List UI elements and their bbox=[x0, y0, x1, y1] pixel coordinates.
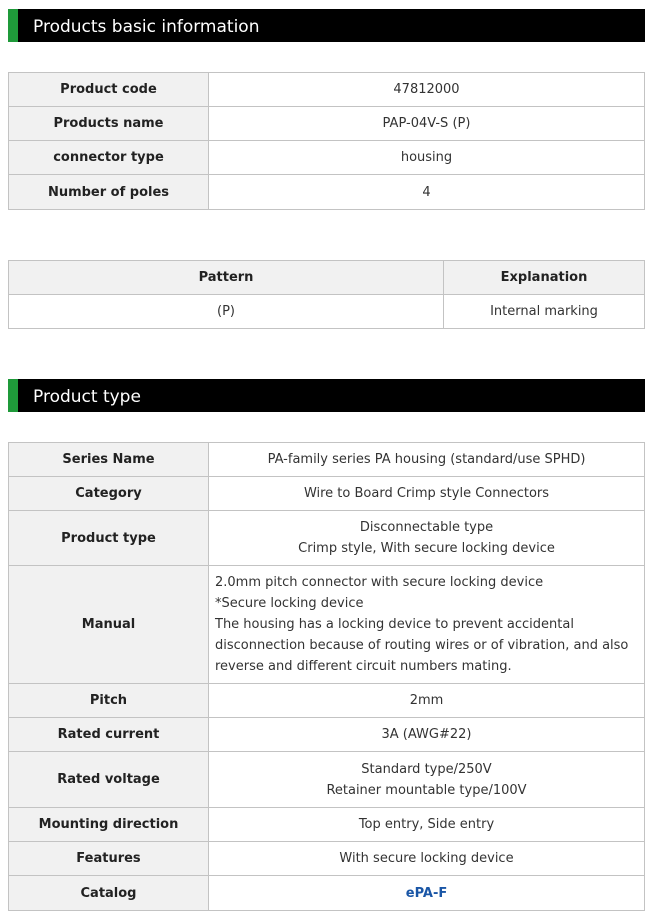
table-row bbox=[9, 752, 645, 808]
manual-line: 2.0mm pitch connector with secure locking device bbox=[215, 575, 544, 590]
row-label: Number of poles bbox=[9, 175, 209, 210]
pitch-label: Pitch bbox=[9, 684, 209, 718]
rated-voltage-value bbox=[209, 752, 645, 808]
table-row bbox=[9, 566, 645, 684]
product-type-table bbox=[8, 442, 645, 911]
table-row bbox=[9, 477, 645, 511]
pattern-value: (P) bbox=[9, 295, 444, 329]
table-row bbox=[9, 73, 645, 107]
product-type-line: Disconnectable type bbox=[359, 520, 494, 535]
manual-line: The housing has a locking device to prevent accidental bbox=[215, 617, 574, 632]
features-label: Features bbox=[9, 842, 209, 876]
section-title: Products basic information bbox=[33, 17, 260, 37]
rated-current-label: Rated current bbox=[9, 718, 209, 752]
row-value: PAP-04V-S (P) bbox=[209, 107, 645, 141]
row-value: 47812000 bbox=[209, 73, 645, 107]
rated-voltage-line: Retainer mountable type/100V bbox=[326, 782, 527, 798]
manual-line: disconnection because of routing wires or of vibration, and also bbox=[215, 638, 629, 653]
table-row bbox=[9, 842, 645, 876]
features-value: With secure locking device bbox=[209, 842, 645, 876]
product-type-label: Product type bbox=[9, 511, 209, 566]
rated-voltage-line: Standard type/250V bbox=[361, 761, 492, 777]
rated-voltage-label: Rated voltage bbox=[9, 752, 209, 808]
product-type-value bbox=[209, 511, 645, 566]
table-row bbox=[9, 876, 645, 911]
table-header-row bbox=[9, 261, 645, 295]
catalog-value bbox=[209, 876, 645, 911]
pattern-header: Pattern bbox=[9, 261, 444, 295]
table-row bbox=[9, 141, 645, 175]
table-row bbox=[9, 684, 645, 718]
manual-line: *Secure locking device bbox=[215, 596, 364, 611]
section-title: Product type bbox=[33, 387, 141, 407]
category-value: Wire to Board Crimp style Connectors bbox=[209, 477, 645, 511]
explanation-value: Internal marking bbox=[444, 295, 645, 329]
category-label: Category bbox=[9, 477, 209, 511]
catalog-label: Catalog bbox=[9, 876, 209, 911]
section-header-basic-info bbox=[8, 9, 645, 42]
manual-label: Manual bbox=[9, 566, 209, 684]
mounting-direction-label: Mounting direction bbox=[9, 808, 209, 842]
manual-value bbox=[209, 566, 645, 684]
rated-current-value: 3A (AWG#22) bbox=[209, 718, 645, 752]
row-value: housing bbox=[209, 141, 645, 175]
table-row bbox=[9, 511, 645, 566]
manual-line: reverse and different circuit numbers mating. bbox=[215, 659, 512, 674]
table-row bbox=[9, 295, 645, 329]
catalog-link[interactable]: ePA-F bbox=[405, 885, 448, 901]
table-row bbox=[9, 107, 645, 141]
table-row bbox=[9, 443, 645, 477]
section-header-product-type bbox=[8, 379, 645, 412]
table-row bbox=[9, 175, 645, 210]
series-name-label: Series Name bbox=[9, 443, 209, 477]
row-label: connector type bbox=[9, 141, 209, 175]
row-label: Products name bbox=[9, 107, 209, 141]
row-label: Product code bbox=[9, 73, 209, 107]
pitch-value: 2mm bbox=[209, 684, 645, 718]
mounting-direction-value: Top entry, Side entry bbox=[209, 808, 645, 842]
basic-info-table bbox=[8, 72, 645, 210]
product-type-line: Crimp style, With secure locking device bbox=[298, 541, 555, 556]
explanation-header: Explanation bbox=[444, 261, 645, 295]
pattern-table bbox=[8, 260, 645, 329]
table-row bbox=[9, 718, 645, 752]
table-row bbox=[9, 808, 645, 842]
row-value: 4 bbox=[209, 175, 645, 210]
series-name-value: PA-family series PA housing (standard/use SPHD) bbox=[209, 443, 645, 477]
